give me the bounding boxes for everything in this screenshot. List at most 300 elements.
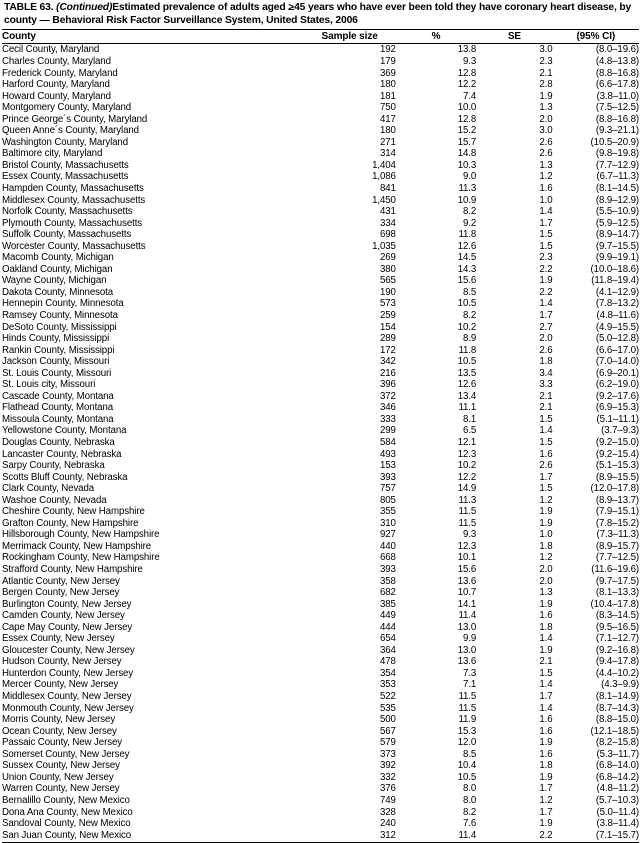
table-row [2,818,639,830]
column-header-ci: (95% CI) [553,30,639,44]
row-ci: (8.1–14.5) [595,182,639,194]
row-se: 1.4 [539,702,553,714]
row-ci: (8.2–15.8) [595,737,639,749]
row-county: Essex County, New Jersey [2,633,115,645]
row-county: Hudson County, New Jersey [2,656,122,668]
row-percent: 8.0 [463,794,477,806]
row-sample-size: 500 [379,714,396,726]
row-county: St. Louis County, Missouri [2,367,112,379]
row-se: 2.6 [539,344,553,356]
row-percent: 8.0 [463,783,477,795]
table-number: TABLE 63. [4,2,54,13]
table-row [2,483,639,495]
row-percent: 12.8 [457,113,477,125]
row-se: 2.0 [539,333,553,345]
row-county: Grafton County, New Hampshire [2,517,139,529]
row-sample-size: 314 [379,148,396,160]
row-se: 1.9 [539,90,553,102]
table-row [2,541,639,553]
row-sample-size: 698 [379,229,396,241]
row-county: Queen Anne´s County, Maryland [2,125,139,137]
greater-equal-symbol: > [288,2,295,13]
row-ci: (4.8–11.2) [596,783,639,795]
row-sample-size: 181 [379,90,396,102]
row-ci: (4.9–15.5) [595,321,639,333]
row-county: Cheshire County, New Hampshire [2,506,145,518]
row-county: Suffolk County, Massachusetts [2,229,132,241]
row-se: 3.3 [539,379,553,391]
row-percent: 8.2 [463,309,477,321]
row-ci: (4.4–10.2) [595,667,639,679]
column-header-percent: % [396,30,476,44]
row-county: Montgomery County, Maryland [2,102,132,114]
row-sample-size: 354 [379,667,396,679]
row-percent: 7.6 [463,818,477,830]
row-sample-size: 342 [379,356,396,368]
row-se: 1.8 [539,621,553,633]
row-percent: 10.0 [457,102,477,114]
row-sample-size: 179 [379,55,396,67]
row-percent: 10.1 [457,552,477,564]
row-ci: (6.8–14.2) [595,771,639,783]
row-se: 1.4 [539,425,553,437]
row-se: 2.6 [539,148,553,160]
row-county: Scotts Bluff County, Nebraska [2,471,128,483]
row-sample-size: 192 [379,44,396,56]
row-percent: 11.8 [458,229,477,241]
row-sample-size: 346 [379,402,396,414]
row-percent: 9.3 [463,55,477,67]
row-se: 3.0 [539,44,553,56]
row-county: Dakota County, Minnesota [2,286,114,298]
row-se: 1.4 [539,298,553,310]
table-row [2,472,639,484]
row-ci: (9.2–15.4) [595,448,639,460]
row-sample-size: 334 [379,217,396,229]
row-sample-size: 654 [379,633,396,645]
table-row [2,218,639,230]
row-percent: 9.9 [463,633,477,645]
row-county: DeSoto County, Mississippi [2,321,117,333]
row-se: 1.9 [539,818,553,830]
row-se: 3.4 [539,367,553,379]
row-percent: 11.5 [458,691,477,703]
row-ci: (8.9–13.7) [595,494,639,506]
row-ci: (5.7–10.3) [595,794,639,806]
table-title-before: Estimated prevalence of adults aged [112,2,289,13]
row-ci: (7.5–12.5) [595,102,639,114]
table-row [2,564,639,576]
row-ci: (11.6–19.6) [591,564,639,576]
row-percent: 15.3 [457,725,477,737]
row-county: Union County, New Jersey [2,771,114,783]
row-ci: (8.9–14.7) [595,229,639,241]
row-ci: (8.9–12.9) [595,194,639,206]
row-county: Somerset County, New Jersey [2,748,130,760]
row-county: Sussex County, New Jersey [2,760,120,772]
row-county: Bergen County, New Jersey [2,587,120,599]
column-header-county: County [2,30,303,44]
row-sample-size: 328 [379,806,396,818]
row-ci: (12.1–18.5) [590,725,639,737]
row-percent: 8.9 [463,333,477,345]
row-ci: (9.3–21.1) [595,125,639,137]
table-row [2,264,639,276]
table-row [2,195,639,207]
row-se: 2.0 [539,113,553,125]
row-county: Warren County, New Jersey [2,783,120,795]
row-county: Worcester County, Massachusetts [2,240,146,252]
table-row [2,102,639,114]
table-row [2,529,639,541]
row-se: 1.6 [539,448,553,460]
table-title-after: 45 years who have ever been told they have coronary heart disease, by county — Behavioral Risk Factor Surveillance System, United States, 2006 [4,2,632,27]
row-percent: 10.7 [457,587,477,599]
table-row [2,275,639,287]
row-sample-size: 668 [379,552,396,564]
table-row [2,760,639,772]
row-percent: 10.5 [457,298,477,310]
row-percent: 10.9 [457,194,477,206]
table-body [2,44,639,841]
row-ci: (7.9–15.1) [595,506,639,518]
row-ci: (7.0–14.0) [595,356,639,368]
table-row [2,518,639,530]
table-row [2,460,639,472]
row-ci: (5.9–12.5) [595,217,639,229]
row-se: 1.2 [539,552,553,564]
table-continued-marker: (Continued) [56,2,113,13]
row-ci: (10.0–18.6) [590,263,639,275]
row-ci: (4.1–12.9) [595,286,639,298]
row-sample-size: 172 [379,344,396,356]
row-ci: (9.2–15.0) [595,437,639,448]
row-percent: 14.9 [457,483,477,495]
row-county: Hinds County, Mississippi [2,333,110,345]
row-sample-size: 1,035 [372,240,396,252]
row-ci: (10.5–20.9) [590,136,639,148]
row-se: 2.1 [539,656,553,668]
row-sample-size: 353 [379,679,396,691]
row-county: Jackson County, Missouri [2,356,110,368]
row-county: Wayne County, Michigan [2,275,107,287]
row-county: Merrimack County, New Hampshire [2,540,152,552]
row-ci: (7.8–15.2) [595,517,639,529]
table-row [2,414,639,426]
row-sample-size: 682 [379,587,396,599]
table-row [2,206,639,218]
table-row [2,807,639,819]
row-se: 1.2 [539,171,553,183]
row-percent: 10.3 [457,159,477,171]
row-county: Monmouth County, New Jersey [2,702,134,714]
table-row [2,183,639,195]
row-county: Norfolk County, Massachusetts [2,206,133,218]
row-percent: 12.8 [457,67,477,79]
row-se: 1.9 [539,644,553,656]
row-percent: 15.6 [457,275,477,287]
row-sample-size: 355 [379,506,396,518]
row-percent: 12.3 [457,540,477,552]
row-se: 3.0 [539,125,553,137]
row-se: 1.5 [539,667,553,679]
row-se: 2.7 [539,321,553,333]
row-sample-size: 449 [379,610,396,622]
table-row [2,587,639,599]
row-county: Cape May County, New Jersey [2,621,133,633]
row-sample-size: 750 [379,102,396,114]
row-county: Baltimore city, Maryland [2,148,103,160]
row-sample-size: 927 [379,529,396,541]
row-sample-size: 749 [379,794,396,806]
row-se: 1.9 [539,506,553,518]
table-row [2,345,639,357]
row-county: Charles County, Maryland [2,55,111,67]
row-ci: (9.7–15.5) [595,240,639,252]
row-ci: (9.9–19.1) [595,252,639,264]
row-se: 1.7 [539,471,553,483]
row-ci: (8.7–14.3) [595,702,639,714]
row-se: 1.3 [539,102,553,114]
table-row [2,56,639,68]
table-row [2,68,639,80]
row-percent: 11.5 [458,506,477,518]
table-row [2,125,639,137]
column-header-se: SE [476,30,552,44]
row-percent: 13.0 [457,644,477,656]
row-county: Rockingham County, New Hampshire [2,552,160,564]
row-se: 2.2 [539,286,553,298]
row-sample-size: 333 [379,413,396,425]
table-row [2,379,639,391]
table-row [2,795,639,807]
row-se: 1.8 [539,760,553,772]
row-percent: 12.2 [457,471,477,483]
table-row [2,714,639,726]
row-sample-size: 369 [379,67,396,79]
table-row [2,656,639,668]
row-sample-size: 522 [379,691,396,703]
row-sample-size: 757 [379,483,396,495]
row-county: Washington County, Maryland [2,136,128,148]
row-percent: 11.5 [458,702,477,714]
row-percent: 9.2 [463,217,477,229]
row-sample-size: 180 [379,125,396,137]
table-row [2,726,639,738]
row-county: Essex County, Massachusetts [2,171,129,183]
table-row [2,425,639,437]
row-sample-size: 573 [379,298,396,310]
row-county: Atlantic County, New Jersey [2,575,120,587]
table-row [2,668,639,680]
row-se: 1.9 [539,737,553,749]
row-sample-size: 535 [379,702,396,714]
row-county: Hunterdon County, New Jersey [2,667,134,679]
table-row [2,783,639,795]
row-percent: 14.5 [457,252,477,264]
row-se: 1.7 [539,217,553,229]
row-county: Sandoval County, New Mexico [2,818,131,830]
row-ci: (9.2–16.8) [595,644,639,656]
table-row [2,241,639,253]
row-percent: 12.6 [457,379,477,391]
table-row [2,229,639,241]
row-percent: 8.1 [463,413,477,425]
row-se: 1.9 [539,771,553,783]
row-ci: (8.1–14.9) [595,691,639,703]
row-county: Sarpy County, Nebraska [2,460,105,472]
row-ci: (9.5–16.5) [595,621,639,633]
row-sample-size: 392 [379,760,396,772]
table-row [2,148,639,160]
table-row [2,287,639,299]
row-county: Gloucester County, New Jersey [2,644,135,656]
row-percent: 11.1 [458,402,477,414]
row-ci: (11.8–19.4) [591,275,639,287]
table-row [2,356,639,368]
table-row [2,160,639,172]
table-row [2,691,639,703]
row-county: St. Louis city, Missouri [2,379,96,391]
table-title [0,0,641,29]
row-county: Bristol County, Massachusetts [2,159,129,171]
table-row [2,298,639,310]
row-ci: (8.0–19.6) [595,44,639,56]
row-ci: (4.8–13.8) [595,55,639,67]
row-ci: (7.1–15.7) [595,829,639,841]
row-sample-size: 372 [379,390,396,402]
row-county: Middlesex County, Massachusetts [2,194,146,206]
row-percent: 11.4 [458,829,477,841]
row-se: 2.8 [539,79,553,91]
column-header-sample-size: Sample size [303,30,395,44]
row-se: 1.0 [539,529,553,541]
table-row [2,402,639,414]
row-percent: 10.2 [457,460,477,472]
row-sample-size: 380 [379,263,396,275]
row-se: 2.6 [539,136,553,148]
row-county: Hennepin County, Minnesota [2,298,124,310]
row-percent: 8.5 [463,748,477,760]
row-se: 1.3 [539,159,553,171]
row-percent: 10.5 [457,771,477,783]
row-county: Mercer County, New Jersey [2,679,119,691]
row-sample-size: 444 [379,621,396,633]
table-row [2,449,639,461]
row-se: 1.7 [539,806,553,818]
table-row [2,368,639,380]
row-percent: 10.2 [457,321,477,333]
row-se: 2.1 [539,67,553,79]
row-sample-size: 584 [379,437,396,448]
table-row [2,645,639,657]
row-county: Howard County, Maryland [2,90,111,102]
row-sample-size: 493 [379,448,396,460]
row-county: Missoula County, Montana [2,413,114,425]
table-row [2,310,639,322]
row-se: 2.0 [539,575,553,587]
table-row [2,171,639,183]
table-row [2,79,639,91]
row-ci: (10.4–17.8) [590,598,639,610]
row-se: 1.5 [539,413,553,425]
row-county: Ramsey County, Minnesota [2,309,118,321]
row-sample-size: 154 [379,321,396,333]
row-ci: (9.2–17.6) [595,390,639,402]
row-percent: 12.1 [457,437,477,448]
row-percent: 11.5 [458,517,477,529]
row-se: 1.6 [539,714,553,726]
row-se: 2.1 [539,402,553,414]
row-ci: (8.8–16.8) [595,113,639,125]
row-ci: (9.4–17.8) [595,656,639,668]
row-county: Douglas County, Nebraska [2,437,115,448]
table-row [2,633,639,645]
row-ci: (8.8–15.0) [595,714,639,726]
row-sample-size: 312 [379,829,396,841]
row-sample-size: 841 [379,182,396,194]
row-percent: 13.8 [457,44,477,56]
row-county: Hillsborough County, New Hampshire [2,529,160,541]
row-ci: (5.5–10.9) [595,206,639,218]
row-sample-size: 1,086 [372,171,396,183]
row-county: Rankin County, Mississippi [2,344,115,356]
table-row [2,506,639,518]
table-row [2,91,639,103]
row-se: 1.9 [539,275,553,287]
row-ci: (3.8–11.0) [596,90,639,102]
table-row [2,622,639,634]
row-county: Macomb County, Michigan [2,252,114,264]
row-ci: (7.3–11.3) [596,529,639,541]
row-county: Morris County, New Jersey [2,714,116,726]
row-ci: (7.7–12.5) [595,552,639,564]
row-percent: 15.2 [457,125,477,137]
row-percent: 14.1 [457,598,477,610]
row-sample-size: 417 [379,113,396,125]
row-se: 2.2 [539,829,553,841]
row-county: Middlesex County, New Jersey [2,691,132,703]
row-percent: 15.6 [457,564,477,576]
row-se: 2.1 [539,390,553,402]
row-percent: 12.2 [457,79,477,91]
row-percent: 11.9 [458,714,477,726]
row-sample-size: 216 [379,367,396,379]
row-county: Dona Ana County, New Mexico [2,806,133,818]
row-se: 2.3 [539,252,553,264]
row-sample-size: 1,450 [372,194,396,206]
row-sample-size: 440 [379,540,396,552]
row-county: Hampden County, Massachusetts [2,182,144,194]
row-sample-size: 299 [379,425,396,437]
table-header [2,30,639,44]
row-ci: (8.8–16.8) [595,67,639,79]
row-county: Flathead County, Montana [2,402,114,414]
row-sample-size: 385 [379,598,396,610]
row-percent: 14.8 [457,148,477,160]
row-se: 1.5 [539,437,553,448]
row-se: 1.6 [539,182,553,194]
row-se: 1.7 [539,783,553,795]
row-ci: (12.0–17.8) [590,483,639,495]
row-percent: 8.2 [463,806,477,818]
row-percent: 11.8 [458,344,477,356]
row-ci: (8.9–15.5) [595,471,639,483]
row-county: Cascade County, Montana [2,390,114,402]
row-ci: (4.8–11.6) [596,309,639,321]
row-percent: 8.5 [463,286,477,298]
row-sample-size: 259 [379,309,396,321]
